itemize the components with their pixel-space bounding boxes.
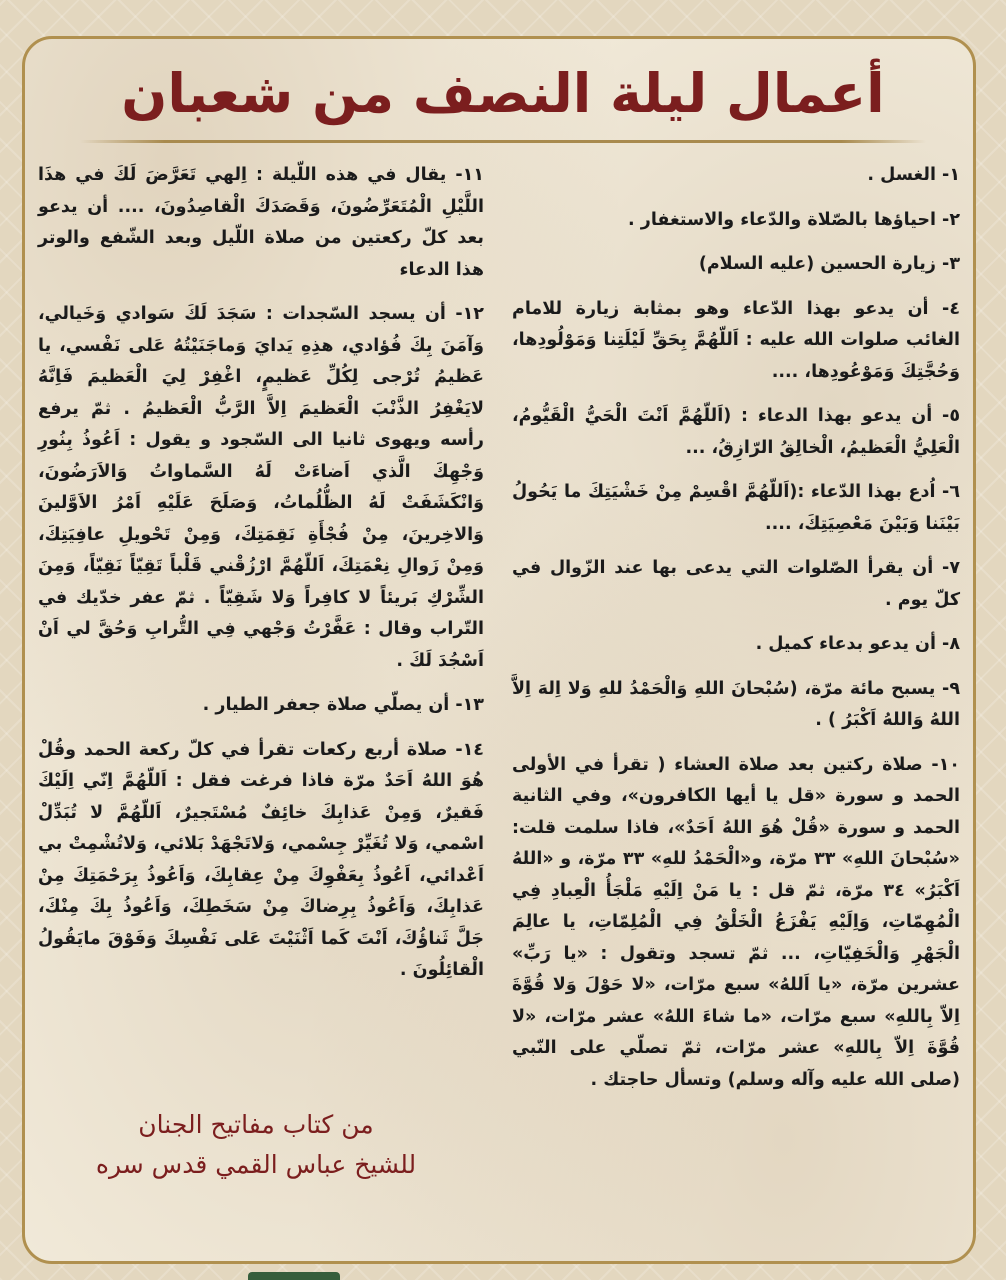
list-item: ٥- أن يدعو بهذا الدعاء : (اَللّهُمَّ اَنْتَ الْحَيُّ الْقَيُّومُ، الْعَلِيُّ الْعَظيمُ، الْخالِقُ الرّازِقُ، ... (512, 406, 960, 458)
list-item: ١٠- صلاة ركتين بعد صلاة العشاء ( تقرأ في الأولى الحمد و سورة «قل يا أيها الكافرون»، وفي الثانية الحمد و سورة «قُلْ هُوَ اللهُ اَحَدٌ»، فاذا سلمت قلت: «سُبْحانَ اللهِ» ٣٣ مرّة، و«الْحَمْدُ للهِ» ٣٣ مرّة، و «اللهُ اَكْبَرُ» ٣٤ مرّة، ثمّ قل : يا مَنْ اِلَيْهِ مَلْجَأُ الْعِبادِ فِي الْمُهِمّاتِ، وَاِلَيْهِ يَفْزَعُ الْخَلْقُ فِي الْمُلِمّاتِ، يا عالِمَ الْجَهْرِ وَالْخَفِيّاتِ، ... ثمّ تسجد وتقول : «يا رَبِّ» عشرين مرّة، «يا اَللهُ» سبع مرّات، «لا حَوْلَ وَلا قُوَّةَ اِلاّ بِاللهِ» سبع مرّات، «ما شاءَ اللهُ» عشر مرّات، «لا قُوَّةَ اِلاّ بِاللهِ» عشر مرّات، ثمّ تصلّي على النّبي (صلى الله عليه وآله وسلم) وتسأل حاجتك . (512, 754, 960, 1090)
page-title: أعمال ليلة النصف من شعبان (121, 62, 885, 125)
title-divider (80, 140, 926, 143)
left-column (38, 160, 484, 1000)
list-item: ١٢- أن يسجد السّجدات : سَجَدَ لَكَ سَوادي وَخَيالي، وَآمَنَ بِكَ فُؤادي، هذِهِ يَدايَ وَماجَنَيْتُهُ عَلى نَفْسي، يا عَظيمُ تُرْجى لِكُلِّ عَظيمٍ، اغْفِرْ لِيَ الْعَظيمَ فَاِنَّهُ لايَغْفِرُ الذَّنْبَ الْعَظيمَ اِلاَّ الرَّبُّ الْعَظيمُ . ثمّ يرفع رأسه ويهوى ثانيا الى السّجود و يقول : اَعُوذُ بِنُورِ وَجْهِكَ الَّذي اَضاءَتْ لَهُ السَّماواتُ وَالاَرَضُونَ، وَانْكَشَفَتْ لَهُ الظُّلُماتُ، وَصَلَحَ عَلَيْهِ اَمْرُ الاَوَّلينَ وَالاخِرينَ، مِنْ فُجْأَةِ نَقِمَتِكَ، وَمِنْ تَحْويلِ عافِيَتِكَ، وَمِنْ زَوالِ نِعْمَتِكَ، اَللّهُمَّ ارْزُقْني قَلْباً تَقِيّاً نَقِيّاً، وَمِنَ الشِّرْكِ بَريئاً لا كافِراً وَلا شَقِيّاً . ثمّ عفر خدّيك في التّراب وقال : عَفَّرْتُ وَجْهي فِي التُّرابِ وَحُقَّ لي اَنْ اَسْجُدَ لَكَ . (38, 304, 484, 671)
source-author: للشيخ عباس القمي قدس سره (95, 1150, 417, 1179)
source-book: من كتاب مفاتيح الجنان (138, 1110, 374, 1139)
right-column (512, 160, 960, 1109)
list-item: ٧- أن يقرأ الصّلوات التي يدعى بها عند الزّوال في كلّ يوم . (512, 558, 960, 610)
list-item: ١١- يقال في هذه اللّيلة : اِلهي تَعَرَّضَ لَكَ في هذَا اللَّيْلِ الْمُتَعَرِّضُونَ، وَقَصَدَكَ الْقاصِدُونَ، .... أن يدعو بعد كلّ ركعتين من صلاة اللّيل وبعد الشّفع والوتر هذا الدعاء (38, 165, 484, 280)
bottom-tab-decoration (248, 1272, 340, 1280)
list-item: ٩- يسبح مائة مرّة، (سُبْحانَ اللهِ وَالْحَمْدُ للهِ وَلا اِلهَ اِلاَّ اللهُ وَاللهُ اَكْبَرُ ) . (512, 678, 960, 730)
list-item: ٤- أن يدعو بهذا الدّعاء وهو بمثابة زيارة للامام الغائب صلوات الله عليه : اَللّهُمَّ بِحَقِّ لَيْلَتِنا وَمَوْلُودِها، وَحُجَّتِكَ وَمَوْعُودِها، .... (512, 298, 960, 382)
list-item: ١٣- أن يصلّي صلاة جعفر الطيار . (202, 695, 484, 715)
list-item: ٦- اُدع بهذا الدّعاء :(اَللّهُمَّ اقْسِمْ مِنْ خَشْيَتِكَ ما يَحُولُ بَيْنَنا وَبَيْنَ مَعْصِيَتِكَ، .... (512, 482, 960, 534)
list-item: ٣- زيارة الحسين (عليه السلام) (698, 254, 960, 274)
list-item: ٢- احياؤها بالصّلاة والدّعاء والاستغفار . (628, 209, 960, 230)
list-item: ١٤- صلاة أربع ركعات تقرأ في كلّ ركعة الحمد وقُلْ هُوَ اللهُ اَحَدٌ مرّة فاذا فرغت فقل : اَللّهُمَّ اِنّي اِلَيْكَ فَقيرٌ، وَمِنْ عَذابِكَ خائِفٌ مُسْتَجيرٌ، اَللّهُمَّ لا تُبَدِّلْ اسْمي، وَلا تُغَيِّرْ جِسْمي، وَلاتَجْهَدْ بَلائي، وَلاتُشْمِتْ بي اَعْدائي، اَعُوذُ بِعَفْوِكَ مِنْ عِقابِكَ، وَاَعُوذُ بِرَحْمَتِكَ مِنْ عَذابِكَ، وَاَعُوذُ بِرِضاكَ مِنْ سَخَطِكَ، وَاَعُوذُ بِكَ مِنْكَ، جَلَّ ثَناؤُكَ، اَنْتَ كَما اَثْنَيْتَ عَلى نَفْسِكَ وَفَوْقَ مايَقُولُ الْقائِلُونَ . (38, 739, 484, 980)
list-item: ٨- أن يدعو بدعاء كميل . (755, 634, 960, 654)
list-item: ١- الغسل . (867, 165, 960, 185)
